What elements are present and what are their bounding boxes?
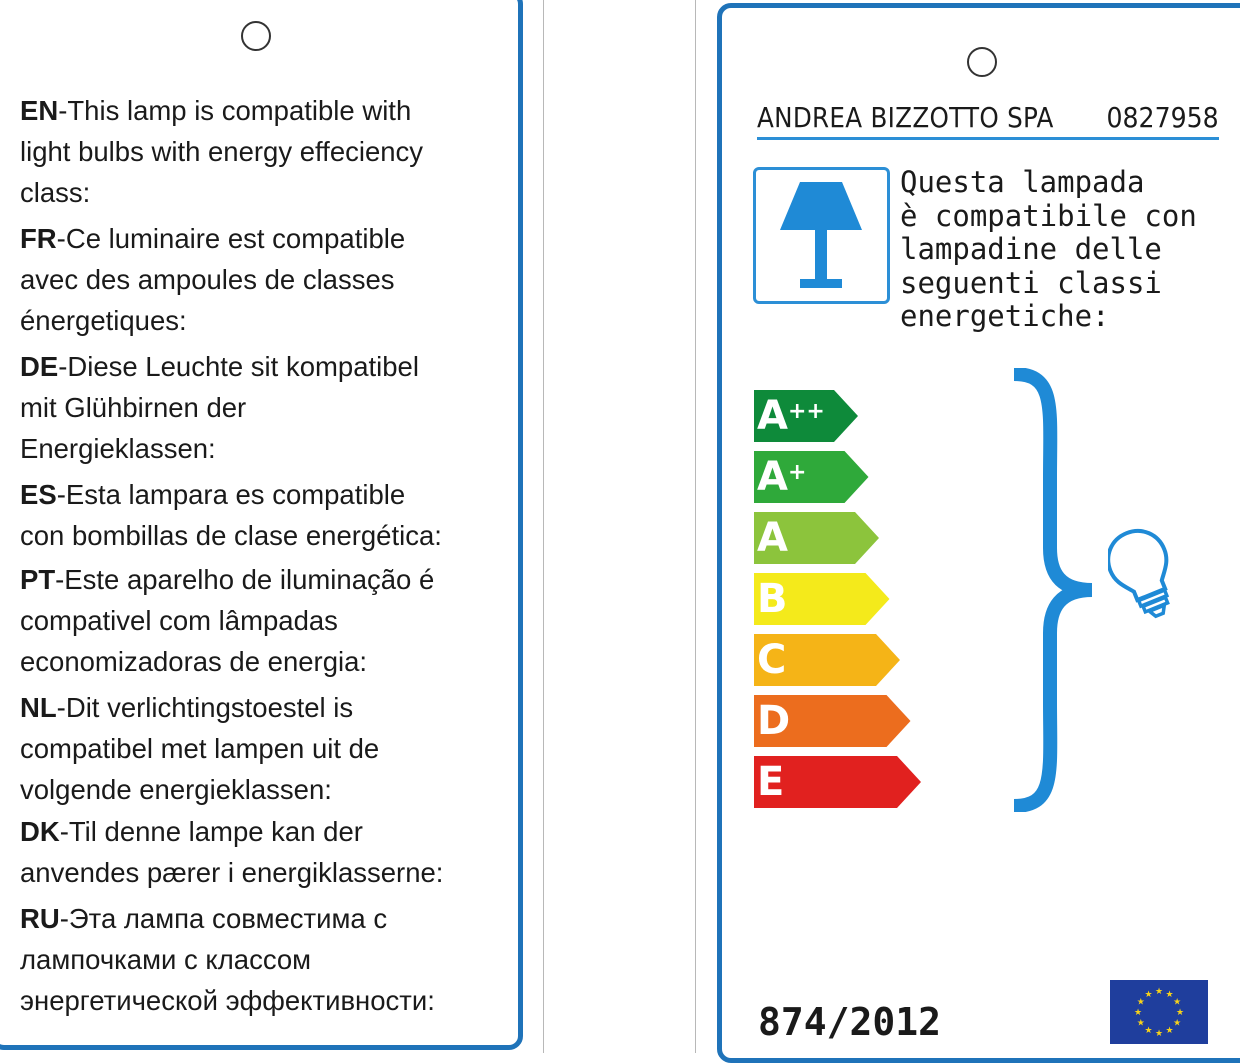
italian-text-line: Questa lampada [900,165,1145,199]
eu-star: ★ [1144,989,1153,1000]
eu-star: ★ [1136,1018,1145,1029]
language-lead-line [20,346,419,387]
energy-class-label: E [757,759,785,805]
language-lead-line [20,898,435,939]
language-code: PT [20,564,56,595]
language-lead-line [20,474,442,515]
language-text-line: avec des ampoules de classes [20,264,395,295]
italian-text-line: lampadine delle [900,232,1162,266]
language-block-de [20,346,419,469]
energy-class-bar [754,634,900,686]
language-lead-line [20,811,443,852]
separator-line-right [695,0,696,1053]
language-code: DE [20,351,59,382]
language-block-ru [20,898,435,1021]
language-text-line: con bombillas de clase energética: [20,520,442,551]
energy-class-bar [754,573,890,625]
energy-class-bar [754,512,879,564]
eu-flag-icon [1110,980,1208,1044]
language-lead-text: -Diese Leuchte sit kompatibel [58,351,419,382]
energy-class-bar [754,390,858,442]
energy-class-scale [754,390,954,810]
language-text-line: economizadoras de energia: [20,646,368,677]
energy-class-label: A+ [757,454,807,500]
language-lead-text: -Dit verlichtingstoestel is [56,692,354,723]
language-lead-line [20,687,379,728]
language-code: FR [20,223,57,254]
company-name: ANDREA BIZZOTTO SPA [757,101,1054,134]
language-lead-text: -Ce luminaire est compatible [56,223,406,254]
energy-class-label: A [757,515,788,561]
table-lamp-icon [753,167,890,304]
language-block-es [20,474,442,556]
energy-class-label: C [757,637,787,683]
eu-star: ★ [1154,987,1164,997]
label-header [757,101,1219,140]
language-block-fr [20,218,405,341]
italian-text-line: energetiche: [900,299,1110,333]
eu-star: ★ [1144,1026,1153,1037]
eu-star: ★ [1154,1029,1164,1039]
language-text-line: énergetiques: [20,305,187,336]
eu-star: ★ [1165,989,1174,1000]
italian-text-line: è compatibile con [900,198,1197,233]
energy-class-bar [754,695,911,747]
language-block-pt [20,559,434,682]
language-text-line: mit Glühbirnen der [20,392,247,423]
italian-description [900,166,1197,334]
language-lead-text: -This lamp is compatible with [58,95,412,126]
language-lead-text: -Este aparelho de iluminação é [55,564,435,595]
language-lead-line [20,218,405,259]
italian-text-line: seguenti classi [900,265,1162,300]
product-code: 0827958 [1106,101,1219,134]
eu-star: ★ [1175,1008,1185,1018]
language-text-line: anvendes pærer i energiklasserne: [20,857,444,888]
eu-star: ★ [1165,1026,1174,1037]
language-block-en [20,90,423,213]
eu-star: ★ [1173,997,1182,1008]
language-text-line: light bulbs with energy effeciency [20,136,424,167]
curly-brace [1000,368,1100,812]
language-code: NL [20,692,57,723]
language-text-line: compativel com lâmpadas [20,605,338,636]
energy-class-bar [754,451,869,503]
eu-star: ★ [1173,1018,1182,1029]
language-code: RU [20,903,60,934]
language-lead-text: -Эта лампа совместима с [59,903,388,934]
language-text-line: compatibel met lampen uit de [20,733,380,764]
language-text-line: volgende energieklassen: [20,774,332,805]
energy-class-label: B [757,576,788,622]
language-text-line: Energieklassen: [20,433,216,464]
energy-class-label: A++ [757,393,825,439]
language-lead-line [20,90,423,131]
hang-hole-right [967,47,997,77]
language-code: ES [20,479,57,510]
language-lead-text: -Esta lampara es compatible [56,479,406,510]
language-code: EN [20,95,59,126]
language-code: DK [20,816,60,847]
hang-hole-left [241,21,271,51]
language-block-dk [20,811,443,893]
separator-line-left [543,0,544,1053]
language-text-line: лампочками с классом [20,944,312,975]
language-lead-text: -Til denne lampe kan der [59,816,363,847]
language-lead-line [20,559,434,600]
language-text-line: class: [20,177,91,208]
eu-star: ★ [1136,997,1145,1008]
eu-star: ★ [1133,1008,1143,1018]
regulation-number: 874/2012 [758,1000,942,1044]
language-text-line: энергетической эффективности: [20,985,435,1016]
energy-class-label: D [757,698,791,744]
energy-class-bar [754,756,921,808]
language-block-nl [20,687,379,810]
light-bulb-icon [1108,524,1178,624]
